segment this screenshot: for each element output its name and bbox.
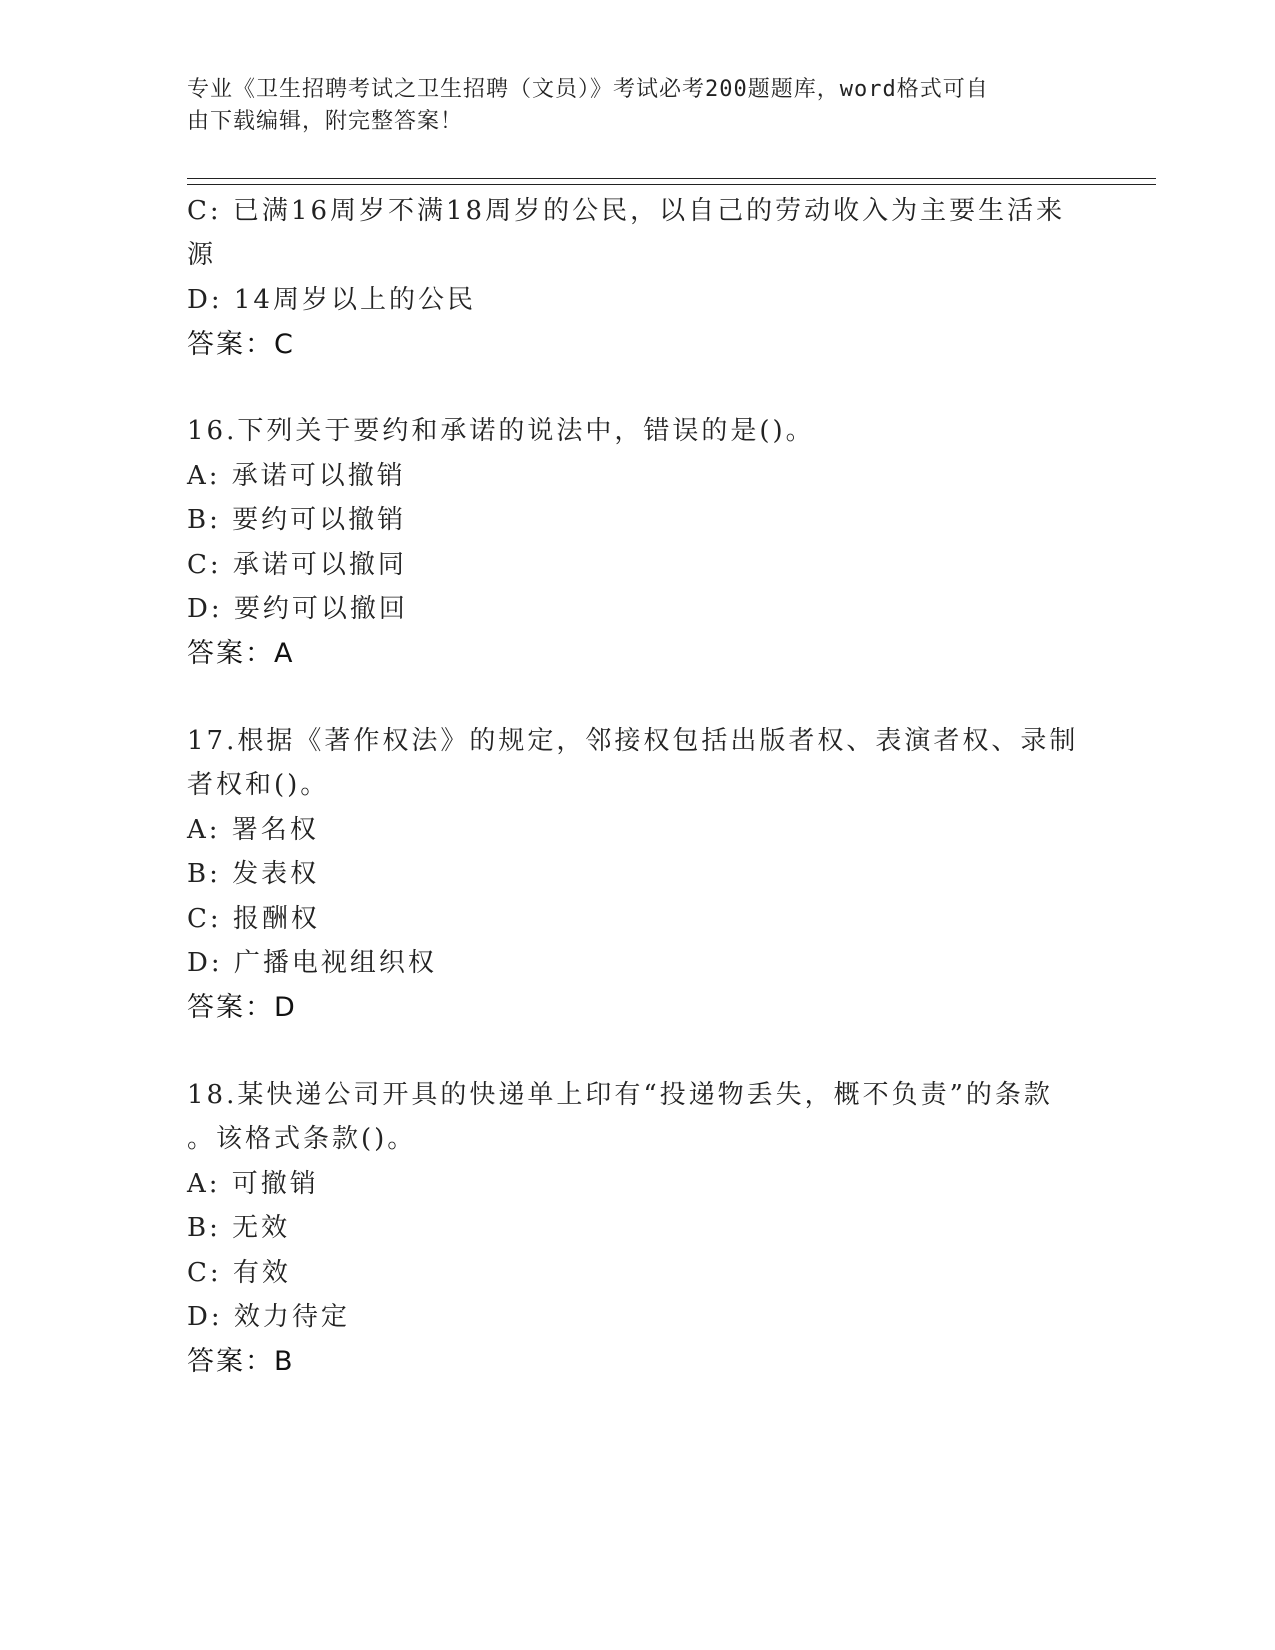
header-line-2: 由下载编辑，附完整答案！ [187, 109, 464, 134]
q16-stem-line-1: 16.下列关于要约和承诺的说法中，错误的是()。 [187, 416, 815, 446]
q15-option-c-line-1: C: 已满16周岁不满18周岁的公民，以自己的劳动收入为主要生活来 [187, 196, 1066, 226]
q18-stem-line-2: 。该格式条款()。 [187, 1124, 417, 1154]
q18-option-b: B: 无效 [187, 1213, 291, 1243]
q18-option-d: D: 效力待定 [187, 1302, 350, 1332]
header-rule-bottom [187, 184, 1156, 185]
q16-option-a: A: 承诺可以撤销 [187, 461, 406, 491]
q18-stem-line-1: 18.某快递公司开具的快递单上印有“投递物丢失，概不负责”的条款 [187, 1080, 1053, 1110]
q17-option-c: C: 报酬权 [187, 904, 320, 934]
q17-stem-line-1: 17.根据《著作权法》的规定，邻接权包括出版者权、表演者权、录制 [187, 726, 1079, 756]
q15-option-d: D: 14周岁以上的公民 [187, 285, 476, 315]
q17-stem-line-2: 者权和()。 [187, 770, 330, 800]
q18-option-c: C: 有效 [187, 1258, 291, 1288]
header-line-1: 专业《卫生招聘考试之卫生招聘（文员）》考试必考200题题库，word格式可自 [187, 77, 989, 102]
q17-option-d: D: 广播电视组织权 [187, 948, 437, 978]
q17-option-b: B: 发表权 [187, 859, 320, 889]
header-rule-top [187, 178, 1156, 179]
q17-answer: 答案：D [187, 992, 297, 1023]
q18-answer: 答案：B [187, 1346, 295, 1377]
q16-option-b: B: 要约可以撤销 [187, 505, 407, 535]
q16-answer: 答案：A [187, 638, 295, 669]
q15-option-c-line-2: 源 [187, 240, 217, 270]
q16-option-c: C: 承诺可以撤同 [187, 550, 407, 580]
q16-option-d: D: 要约可以撤回 [187, 594, 408, 624]
document-header [187, 74, 1067, 138]
q15-answer: 答案：C [187, 329, 295, 360]
q17-option-a: A: 署名权 [187, 815, 319, 845]
q18-option-a: A: 可撤销 [187, 1169, 319, 1199]
